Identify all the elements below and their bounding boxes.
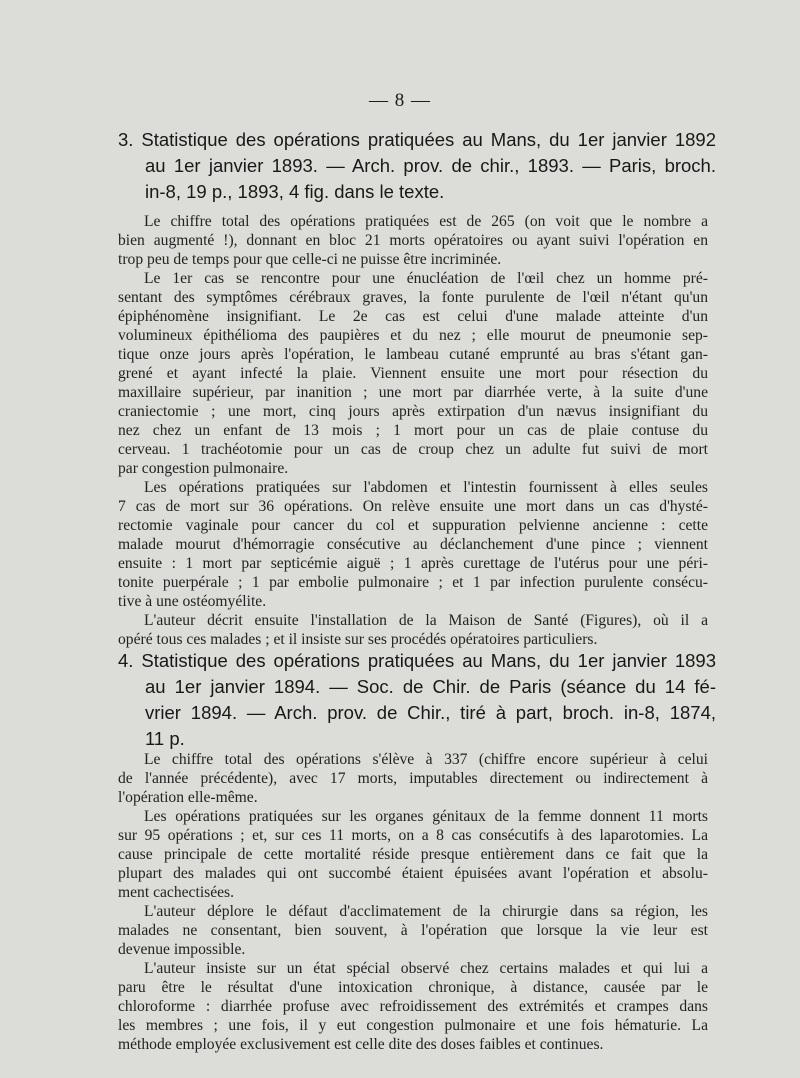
body-line: Le chiffre total des opérations s'élève à 337 (chiffre encore supérieur à celui (144, 751, 708, 768)
body-line: ment cachectisées. (118, 884, 235, 901)
body-line: malades ne consentant, bien souvent, à l'opération que lorsque la vie leur est (118, 922, 708, 939)
body-line: ensuite : 1 mort par septicémie aiguë ; 1 après curettage de l'utérus pour une péri- (118, 555, 708, 572)
body-line: méthode employée exclusivement est celle dite des doses faibles et continues. (118, 1036, 604, 1053)
body-line: tive à une ostéomyélite. (118, 593, 267, 610)
body-line: tique onze jours après l'opération, le lambeau cutané emprunté au bras s'étant gan- (118, 346, 708, 363)
body-line: sentant des symptômes cérébraux graves, la fonte purulente de l'œil n'étant qu'un (118, 289, 708, 306)
body-line: volumineux épithélioma des paupières et du nez ; elle mourut de pneumonie sep- (118, 327, 708, 344)
body-line: par congestion pulmonaire. (118, 460, 289, 477)
body-line: cause principale de cette mortalité réside presque entièrement dans ce fait que la (118, 846, 708, 863)
body-line: les membres ; une fois, il y eut congestion pulmonaire et une fois hématurie. La (118, 1017, 708, 1034)
body-line: trop peu de temps pour que celle-ci ne puisse être incriminée. (118, 251, 502, 268)
entry-4-heading (118, 648, 716, 752)
body-line: cerveau. 1 trachéotomie pour un cas de croup chez un adulte fut suivi de mort (118, 441, 708, 458)
entry-4-heading-line: vrier 1894. — Arch. prov. de Chir., tiré à part, broch. in-8, 1874, (145, 702, 716, 723)
body-line: bien augmenté !), donnant en bloc 21 morts opératoires ou ayant suivi l'opération en (118, 232, 708, 249)
body-line: Le 1er cas se rencontre pour une énucléation de l'œil chez un homme pré- (144, 270, 708, 287)
entry-4-heading-line: 11 p. (145, 728, 185, 749)
body-line: craniectomie ; une mort, cinq jours après extirpation d'un nævus insignifiant du (118, 403, 708, 420)
body-line: L'auteur déplore le défaut d'acclimatement de la chirurgie dans sa région, les (144, 903, 708, 920)
body-line: grené et ayant infecté la plaie. Viennent ensuite une mort pour résection du (118, 365, 708, 382)
body-line: Le chiffre total des opérations pratiquées est de 265 (on voit que le nombre a (144, 213, 708, 230)
body-line: tonite puerpérale ; 1 par embolie pulmonaire ; et 1 par infection purulente consécu- (118, 574, 708, 591)
body-line: opéré tous ces malades ; et il insiste sur ses procédés opératoires particuliers. (118, 631, 598, 648)
entry-3-body (118, 212, 708, 649)
body-line: paru être le résultat d'une intoxication chronique, à distance, causée par le (118, 979, 708, 996)
body-line: plupart des malades qui ont succombé étaient épuisées avant l'opération et absolu- (118, 865, 708, 882)
body-line: malade mourut d'hémorragie consécutive au déclanchement d'une pince ; viennent (118, 536, 708, 553)
body-line: L'auteur insiste sur un état spécial observé chez certains malades et qui lui a (144, 960, 708, 977)
body-line: Les opérations pratiquées sur l'abdomen et l'intestin fournissent à elles seules (144, 479, 708, 496)
body-line: L'auteur décrit ensuite l'installation de la Maison de Santé (Figures), où il a (144, 612, 708, 629)
entry-4-body (118, 750, 708, 1054)
body-line: épiphénomène insignifiant. Le 2e cas est celui d'une malade atteinte d'un (118, 308, 708, 325)
entry-3-heading (118, 127, 716, 205)
entry-3-heading-line: 3. Statistique des opérations pratiquées au Mans, du 1er janvier 1892 (118, 129, 716, 150)
entry-4-heading-line: au 1er janvier 1894. — Soc. de Chir. de Paris (séance du 14 fé- (145, 676, 716, 697)
body-line: l'opération elle-même. (118, 789, 258, 806)
body-line: devenue impossible. (118, 941, 246, 958)
body-line: de l'année précédente), avec 17 morts, imputables directement ou indirectement à (118, 770, 708, 787)
body-line: 7 cas de mort sur 36 opérations. On relève ensuite une mort dans un cas d'hysté- (118, 498, 708, 515)
body-line: Les opérations pratiquées sur les organes génitaux de la femme donnent 11 morts (144, 808, 708, 825)
page-number: — 8 — (369, 90, 431, 111)
body-line: chloroforme : diarrhée profuse avec refroidissement des extrémités et crampes dans (118, 998, 708, 1015)
body-line: nez chez un enfant de 13 mois ; 1 mort pour un cas de plaie contuse du (118, 422, 708, 439)
body-line: sur 95 opérations ; et, sur ces 11 morts, on a 8 cas consécutifs à des laparotomies. La (118, 827, 708, 844)
entry-3-heading-line: in-8, 19 p., 1893, 4 fig. dans le texte. (145, 181, 445, 202)
entry-4-heading-line: 4. Statistique des opérations pratiquées au Mans, du 1er janvier 1893 (118, 650, 716, 671)
entry-3-heading-line: au 1er janvier 1893. — Arch. prov. de chir., 1893. — Paris, broch. (145, 155, 716, 176)
body-line: rectomie vaginale pour cancer du col et suppuration pelvienne ancienne : cette (118, 517, 708, 534)
body-line: maxillaire supérieur, par inanition ; une mort par diarrhée verte, à la suite d'une (118, 384, 708, 401)
